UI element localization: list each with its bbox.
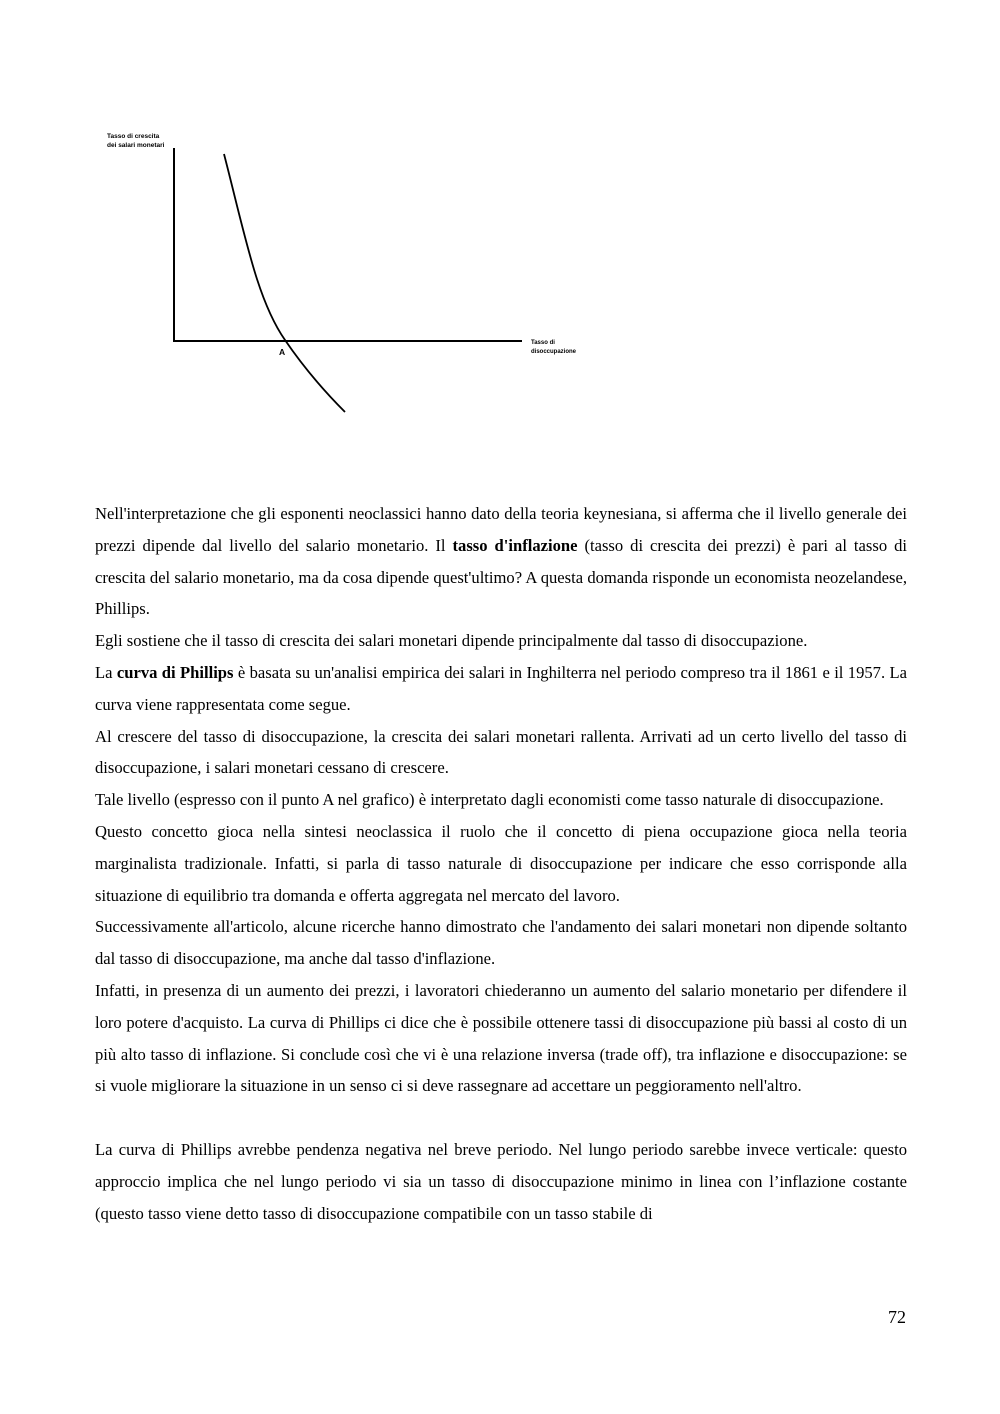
phillips-curve-figure (0, 0, 1000, 480)
x-axis-label-line1: Tasso di (531, 340, 555, 346)
paragraph (95, 911, 907, 975)
x-axis-label-line2: disoccupazione (531, 349, 577, 355)
text-segment: (tasso di crescita dei prezzi) è pari al tasso di crescita del salario monetario, ma da cosa dipende quest'ultimo? A questa domanda risponde un economista neozelandese, Phillips. (95, 535, 907, 619)
page-number: 72 (888, 1307, 906, 1327)
text-segment: Successivamente all'articolo, alcune ricerche hanno dimostrato che l'andamento dei salari monetari non dipende soltanto dal tasso di disoccupazione, ma anche dal tasso d'inflazione. (95, 917, 907, 969)
text-segment: Nell'interpretazione che gli esponenti neoclassici hanno dato della teoria keynesiana, si afferma che il livello generale dei prezzi dipende dal livello del salario monetario. Il (95, 504, 907, 555)
y-axis-label-line2: dei salari monetari (107, 142, 165, 149)
paragraph (95, 498, 907, 625)
paragraph (95, 784, 907, 816)
point-a-label: A (279, 347, 286, 357)
text-segment: Tale livello (espresso con il punto A nel grafico) è interpretato dagli economisti come tasso naturale di disoccupazione. (95, 790, 884, 810)
paragraph (95, 625, 907, 657)
paragraph (95, 816, 907, 911)
body-text (95, 498, 907, 1229)
text-segment: La (95, 662, 117, 682)
paragraph (95, 975, 907, 1102)
y-axis-label-line1: Tasso di crescita (107, 133, 160, 140)
phillips-curve (224, 154, 345, 412)
text-segment: La curva di Phillips avrebbe pendenza negativa nel breve periodo. Nel lungo periodo sarebbe invece verticale: questo approccio implica che nel lungo periodo vi sia un tasso di disoccupazione minimo in linea con l’inflazione costante (questo tasso viene detto tasso di disoccupazione compatibile con un tasso stabile di (95, 1139, 907, 1223)
text-segment: Infatti, in presenza di un aumento dei prezzi, i lavoratori chiederanno un aumento del salario monetario per difendere il loro potere d'acquisto. La curva di Phillips ci dice che è possibile ottenere tassi di disoccupazione più bassi al costo di un più alto tasso di inflazione. Si conclude così che vi è una relazione inversa (trade off), tra inflazione e disoccupazione: se si vuole migliorare la situazione in un senso ci si deve rassegnare ad accettare un peggioramento nell'altro. (95, 980, 907, 1096)
bold-term: curva di Phillips (116, 662, 234, 682)
bold-term: tasso d'inflazione (452, 535, 578, 555)
text-segment: Egli sostiene che il tasso di crescita dei salari monetari dipende principalmente dal tasso di disoccupazione. (95, 631, 808, 651)
paragraph (95, 1134, 907, 1229)
paragraph (95, 721, 907, 785)
text-segment: Al crescere del tasso di disoccupazione, la crescita dei salari monetari rallenta. Arrivati ad un certo livello del tasso di disoccupazione, i salari monetari cessano di crescere. (95, 726, 907, 778)
text-segment: è basata su un'analisi empirica dei salari in Inghilterra nel periodo compreso tra il 1861 e il 1957. La curva viene rappresentata come segue. (95, 662, 907, 714)
paragraph (95, 657, 907, 721)
text-segment: Questo concetto gioca nella sintesi neoclassica il ruolo che il concetto di piena occupazione gioca nella teoria marginalista tradizionale. Infatti, si parla di tasso naturale di disoccupazione per indicare che esso corrisponde alla situazione di equilibrio tra domanda e offerta aggregata nel mercato del lavoro. (95, 821, 907, 905)
